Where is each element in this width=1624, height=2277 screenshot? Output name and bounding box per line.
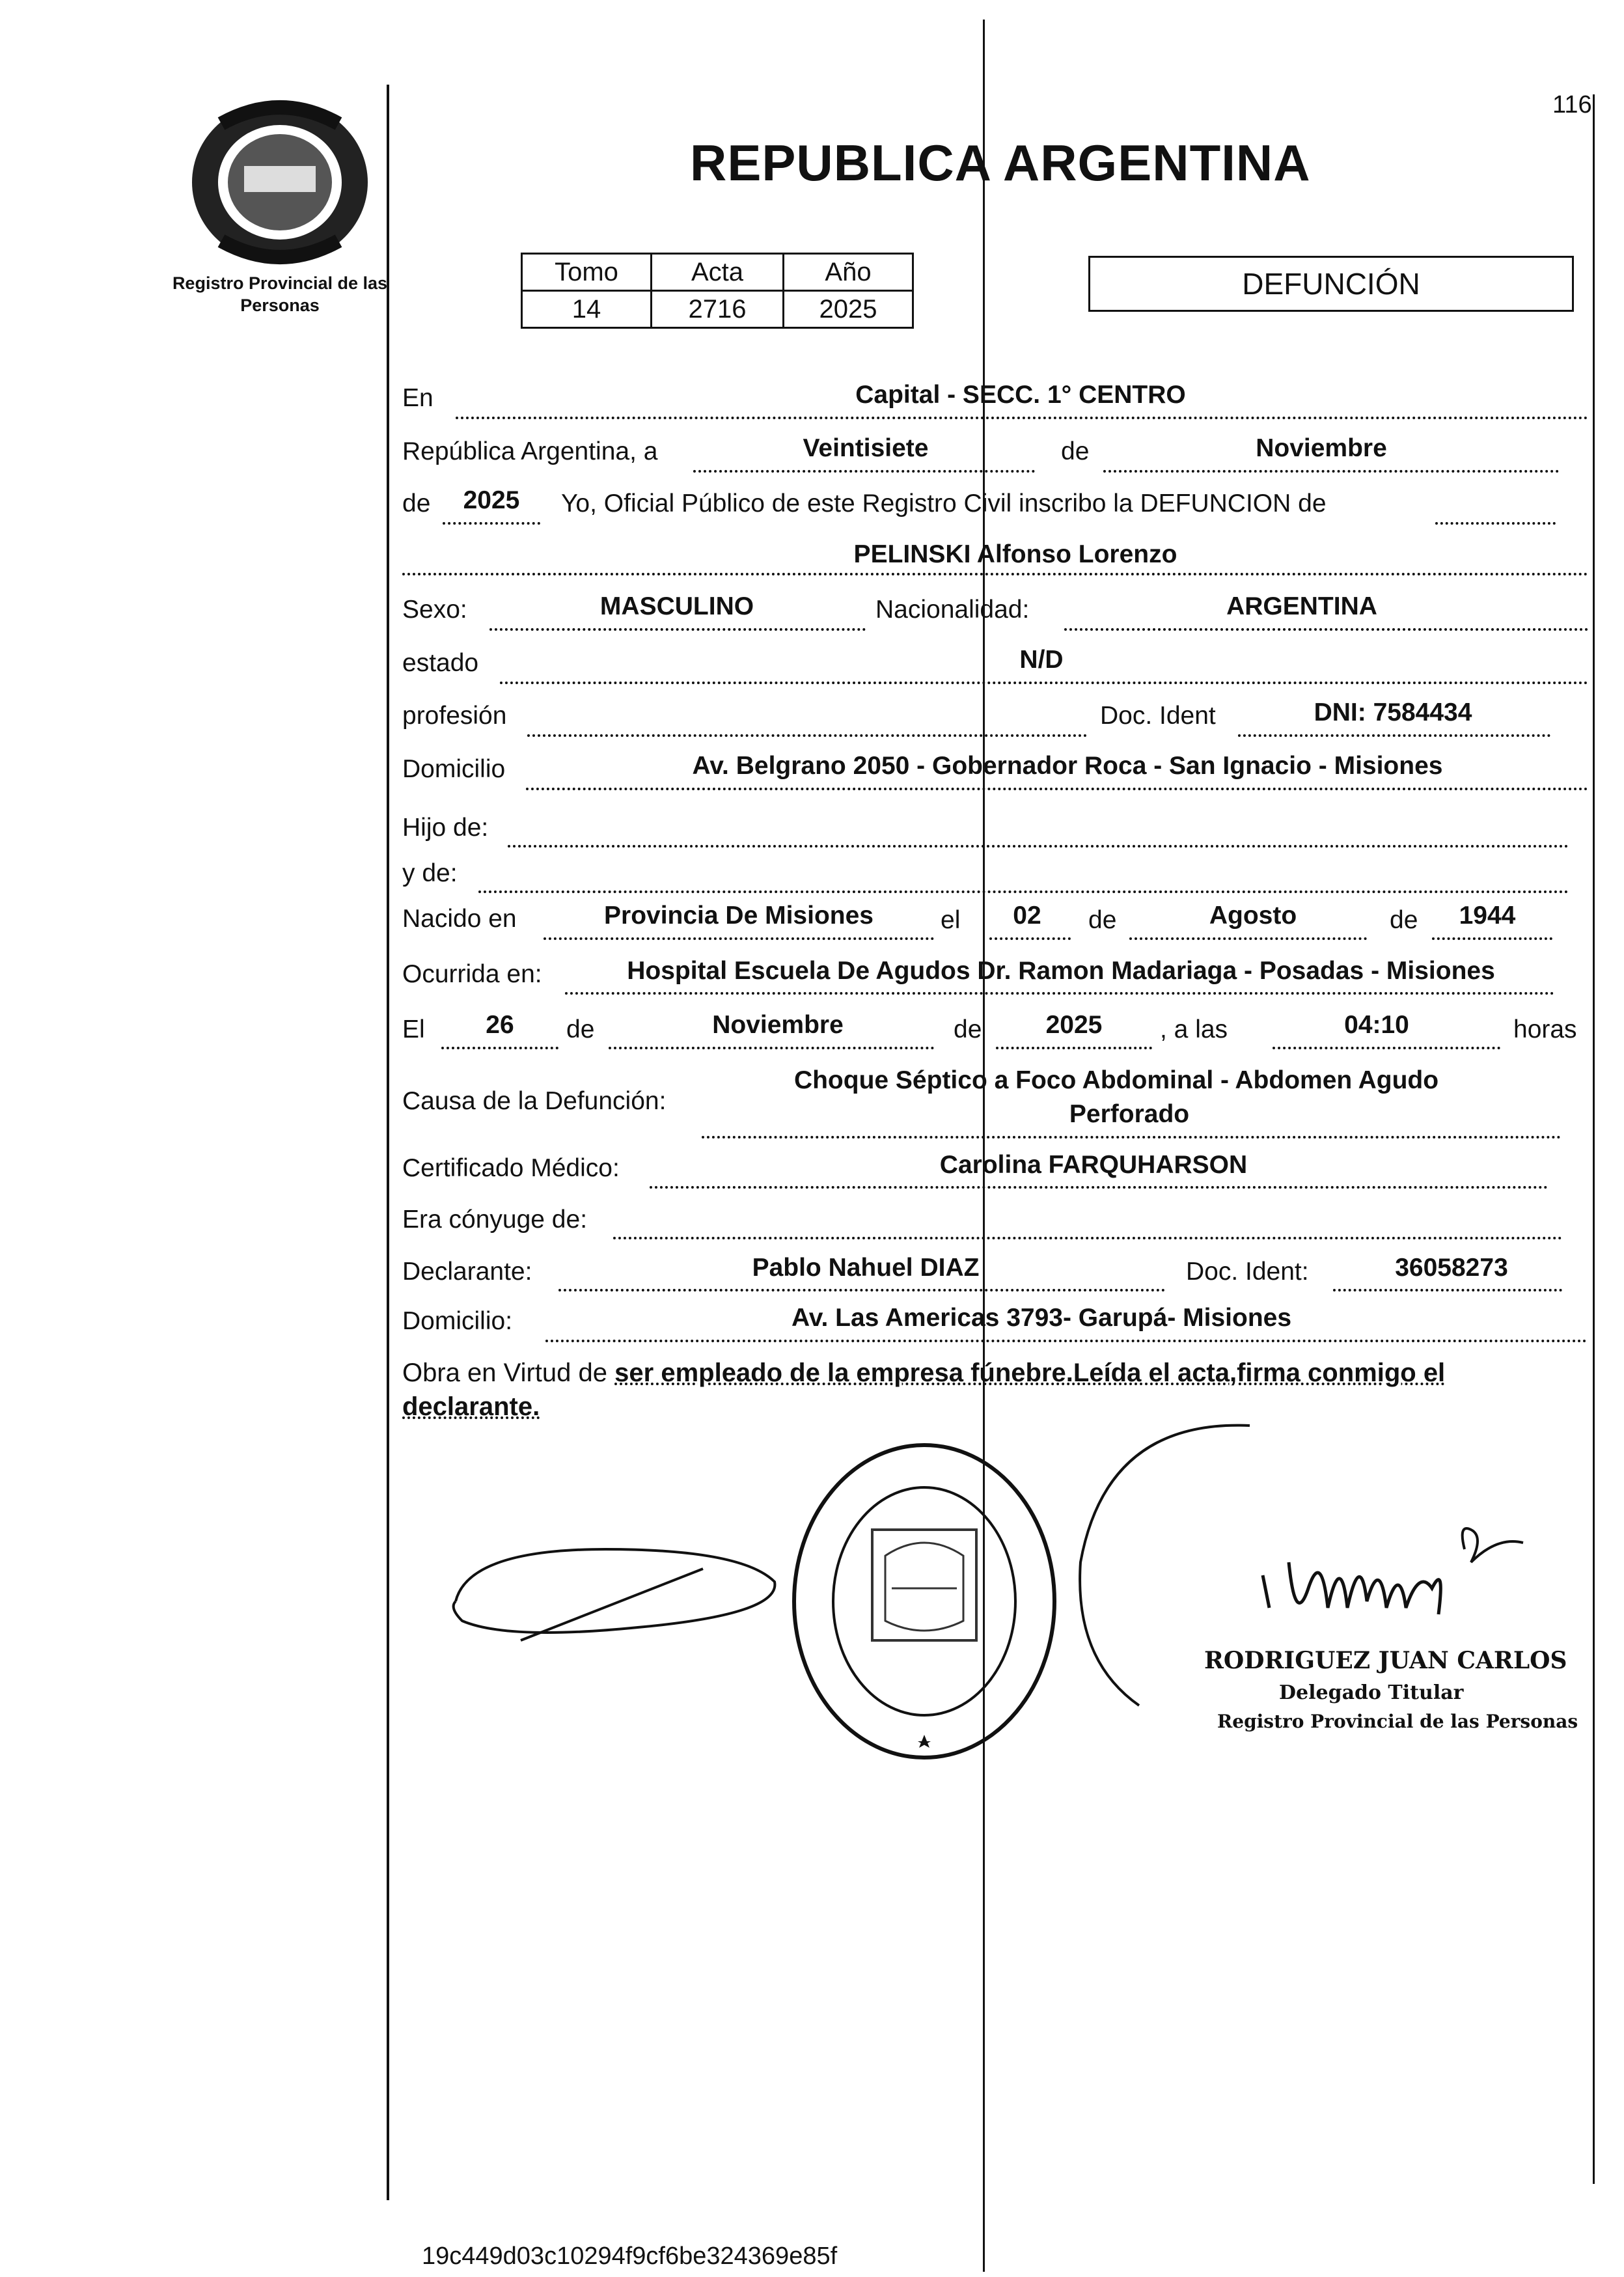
sexo-dotline [489, 628, 866, 631]
de-label-2: de [402, 490, 431, 518]
acta-header: Acta [652, 254, 784, 291]
day-dotline [693, 470, 1035, 473]
right-border-line [1593, 94, 1595, 2184]
en-dotline [456, 417, 1588, 419]
doc-label-2: Doc. Ident: [1186, 1258, 1309, 1286]
estado-dotline [500, 682, 1588, 684]
ocurrida-dotline [565, 992, 1554, 995]
profesion-label: profesión [402, 702, 507, 730]
record-type-box: DEFUNCIÓN [1088, 256, 1574, 312]
def-dia-dotline [441, 1047, 558, 1049]
signatory-role: Delegado Titular [1279, 1681, 1464, 1704]
registry-seal-stamp [781, 1432, 1067, 1771]
year-dotline [443, 522, 540, 525]
yo-trailing-dotline [1435, 522, 1556, 525]
declarante-label: Declarante: [402, 1258, 532, 1286]
de-label-6: de [954, 1015, 982, 1043]
declarante-domicilio-value: Av. Las Americas 3793- Garupá- Misiones [791, 1304, 1292, 1332]
registry-label: Registro Provincial de las Personas [172, 273, 388, 315]
ocurrida-label: Ocurrida en: [402, 960, 542, 988]
y-de-label: y de: [402, 859, 458, 887]
tomo-value: 14 [522, 291, 652, 328]
nacido-label: Nacido en [402, 905, 517, 933]
handwritten-signature [1250, 1510, 1549, 1653]
declarante-doc-dotline [1333, 1289, 1562, 1291]
nac-anio-value: 1944 [1459, 902, 1516, 930]
hora-value: 04:10 [1344, 1011, 1409, 1039]
record-table [521, 253, 914, 329]
certificado-dotline [650, 1186, 1548, 1189]
certificado-value: Carolina FARQUHARSON [939, 1151, 1248, 1179]
page-number: 116 [1552, 91, 1592, 118]
de-label-5: de [566, 1015, 595, 1043]
de-label-4: de [1390, 906, 1418, 934]
el-label: el [941, 906, 961, 934]
en-label: En [402, 384, 434, 412]
domicilio-dotline [526, 788, 1588, 790]
left-border-line [387, 85, 389, 2200]
nac-anio-dotline [1432, 937, 1552, 940]
declarante-dotline [558, 1289, 1165, 1291]
nacionalidad-label: Nacionalidad: [875, 596, 1030, 624]
doc-label: Doc. Ident [1100, 702, 1216, 730]
horas-label: horas [1513, 1015, 1577, 1043]
ocurrida-value: Hospital Escuela De Agudos Dr. Ramon Madariaga - Posadas - Misiones [627, 957, 1495, 985]
republica-label: República Argentina, a [402, 437, 658, 465]
estado-value: N/D [1019, 646, 1064, 674]
obra-text: ser empleado de la empresa fúnebre.Leída el acta,firma conmigo el declarante. [402, 1359, 1446, 1421]
nacido-lugar-value: Provincia De Misiones [604, 902, 874, 930]
cancellation-scribble [443, 1530, 794, 1653]
def-mes-dotline [609, 1047, 934, 1049]
month-value: Noviembre [1256, 434, 1387, 462]
def-anio-value: 2025 [1045, 1011, 1103, 1039]
acta-value: 2716 [652, 291, 784, 328]
document-hash: 19c449d03c10294f9cf6be324369e85f [422, 2242, 838, 2270]
doc-dotline [1238, 734, 1550, 737]
doc-value: DNI: 7584434 [1314, 698, 1472, 726]
profesion-dotline [527, 734, 1087, 737]
conyuge-dotline [613, 1237, 1562, 1239]
anio-header: Año [784, 254, 913, 291]
deceased-name-value: PELINSKI Alfonso Lorenzo [853, 540, 1177, 568]
de-label: de [1061, 437, 1090, 465]
nacionalidad-value: ARGENTINA [1226, 592, 1377, 620]
day-words-value: Veintisiete [803, 434, 929, 462]
provincial-logo [182, 98, 378, 293]
nac-mes-dotline [1129, 937, 1367, 940]
causa-line-2: Perforado [1069, 1100, 1190, 1128]
center-fold-line [983, 20, 985, 2272]
def-anio-dotline [996, 1047, 1152, 1049]
domicilio-label-2: Domicilio: [402, 1307, 513, 1335]
y-de-dotline [478, 890, 1569, 893]
de-label-3: de [1088, 906, 1117, 934]
declarante-value: Pablo Nahuel DIAZ [752, 1254, 980, 1282]
def-mes-value: Noviembre [712, 1011, 844, 1039]
declarante-doc-value: 36058273 [1395, 1254, 1508, 1282]
domicilio-label: Domicilio [402, 755, 506, 783]
page-title: REPUBLICA ARGENTINA [690, 134, 1311, 191]
causa-line-1: Choque Séptico a Foco Abdominal - Abdomen Agudo [793, 1066, 1439, 1094]
causa-label: Causa de la Defunción: [402, 1087, 667, 1115]
anio-value: 2025 [784, 291, 913, 328]
tomo-header: Tomo [522, 254, 652, 291]
sexo-value: MASCULINO [599, 592, 754, 620]
obra-label: Obra en Virtud de [402, 1359, 608, 1387]
hijo-dotline [508, 845, 1569, 848]
hora-dotline [1273, 1047, 1500, 1049]
estado-label: estado [402, 649, 479, 677]
signatory-name: RODRIGUEZ JUAN CARLOS [1204, 1647, 1567, 1674]
el-label-2: El [402, 1015, 425, 1043]
nacido-dotline [544, 937, 934, 940]
name-dotline [402, 573, 1588, 575]
conyuge-label: Era cónyuge de: [402, 1206, 588, 1234]
nac-mes-value: Agosto [1209, 902, 1297, 930]
nac-dia-value: 02 [1013, 902, 1041, 930]
month-dotline [1103, 470, 1559, 473]
nac-dia-dotline [989, 937, 1071, 940]
causa-dotline [702, 1136, 1561, 1138]
year-value: 2025 [463, 486, 520, 514]
sexo-label: Sexo: [402, 596, 467, 624]
obra-paragraph [402, 1356, 1588, 1424]
signatory-organization: Registro Provincial de las Personas [1217, 1711, 1578, 1732]
nacionalidad-dotline [1064, 628, 1588, 631]
def-dia-value: 26 [486, 1011, 514, 1039]
yo-text: Yo, Oficial Público de este Registro Civil inscribo la DEFUNCION de [561, 490, 1327, 518]
declarante-domicilio-dotline [545, 1340, 1587, 1342]
certificado-label: Certificado Médico: [402, 1154, 620, 1182]
hijo-label: Hijo de: [402, 814, 489, 842]
en-value: Capital - SECC. 1° CENTRO [855, 381, 1186, 409]
domicilio-value: Av. Belgrano 2050 - Gobernador Roca - San Ignacio - Misiones [692, 752, 1443, 780]
a-las-label: , a las [1160, 1015, 1228, 1043]
